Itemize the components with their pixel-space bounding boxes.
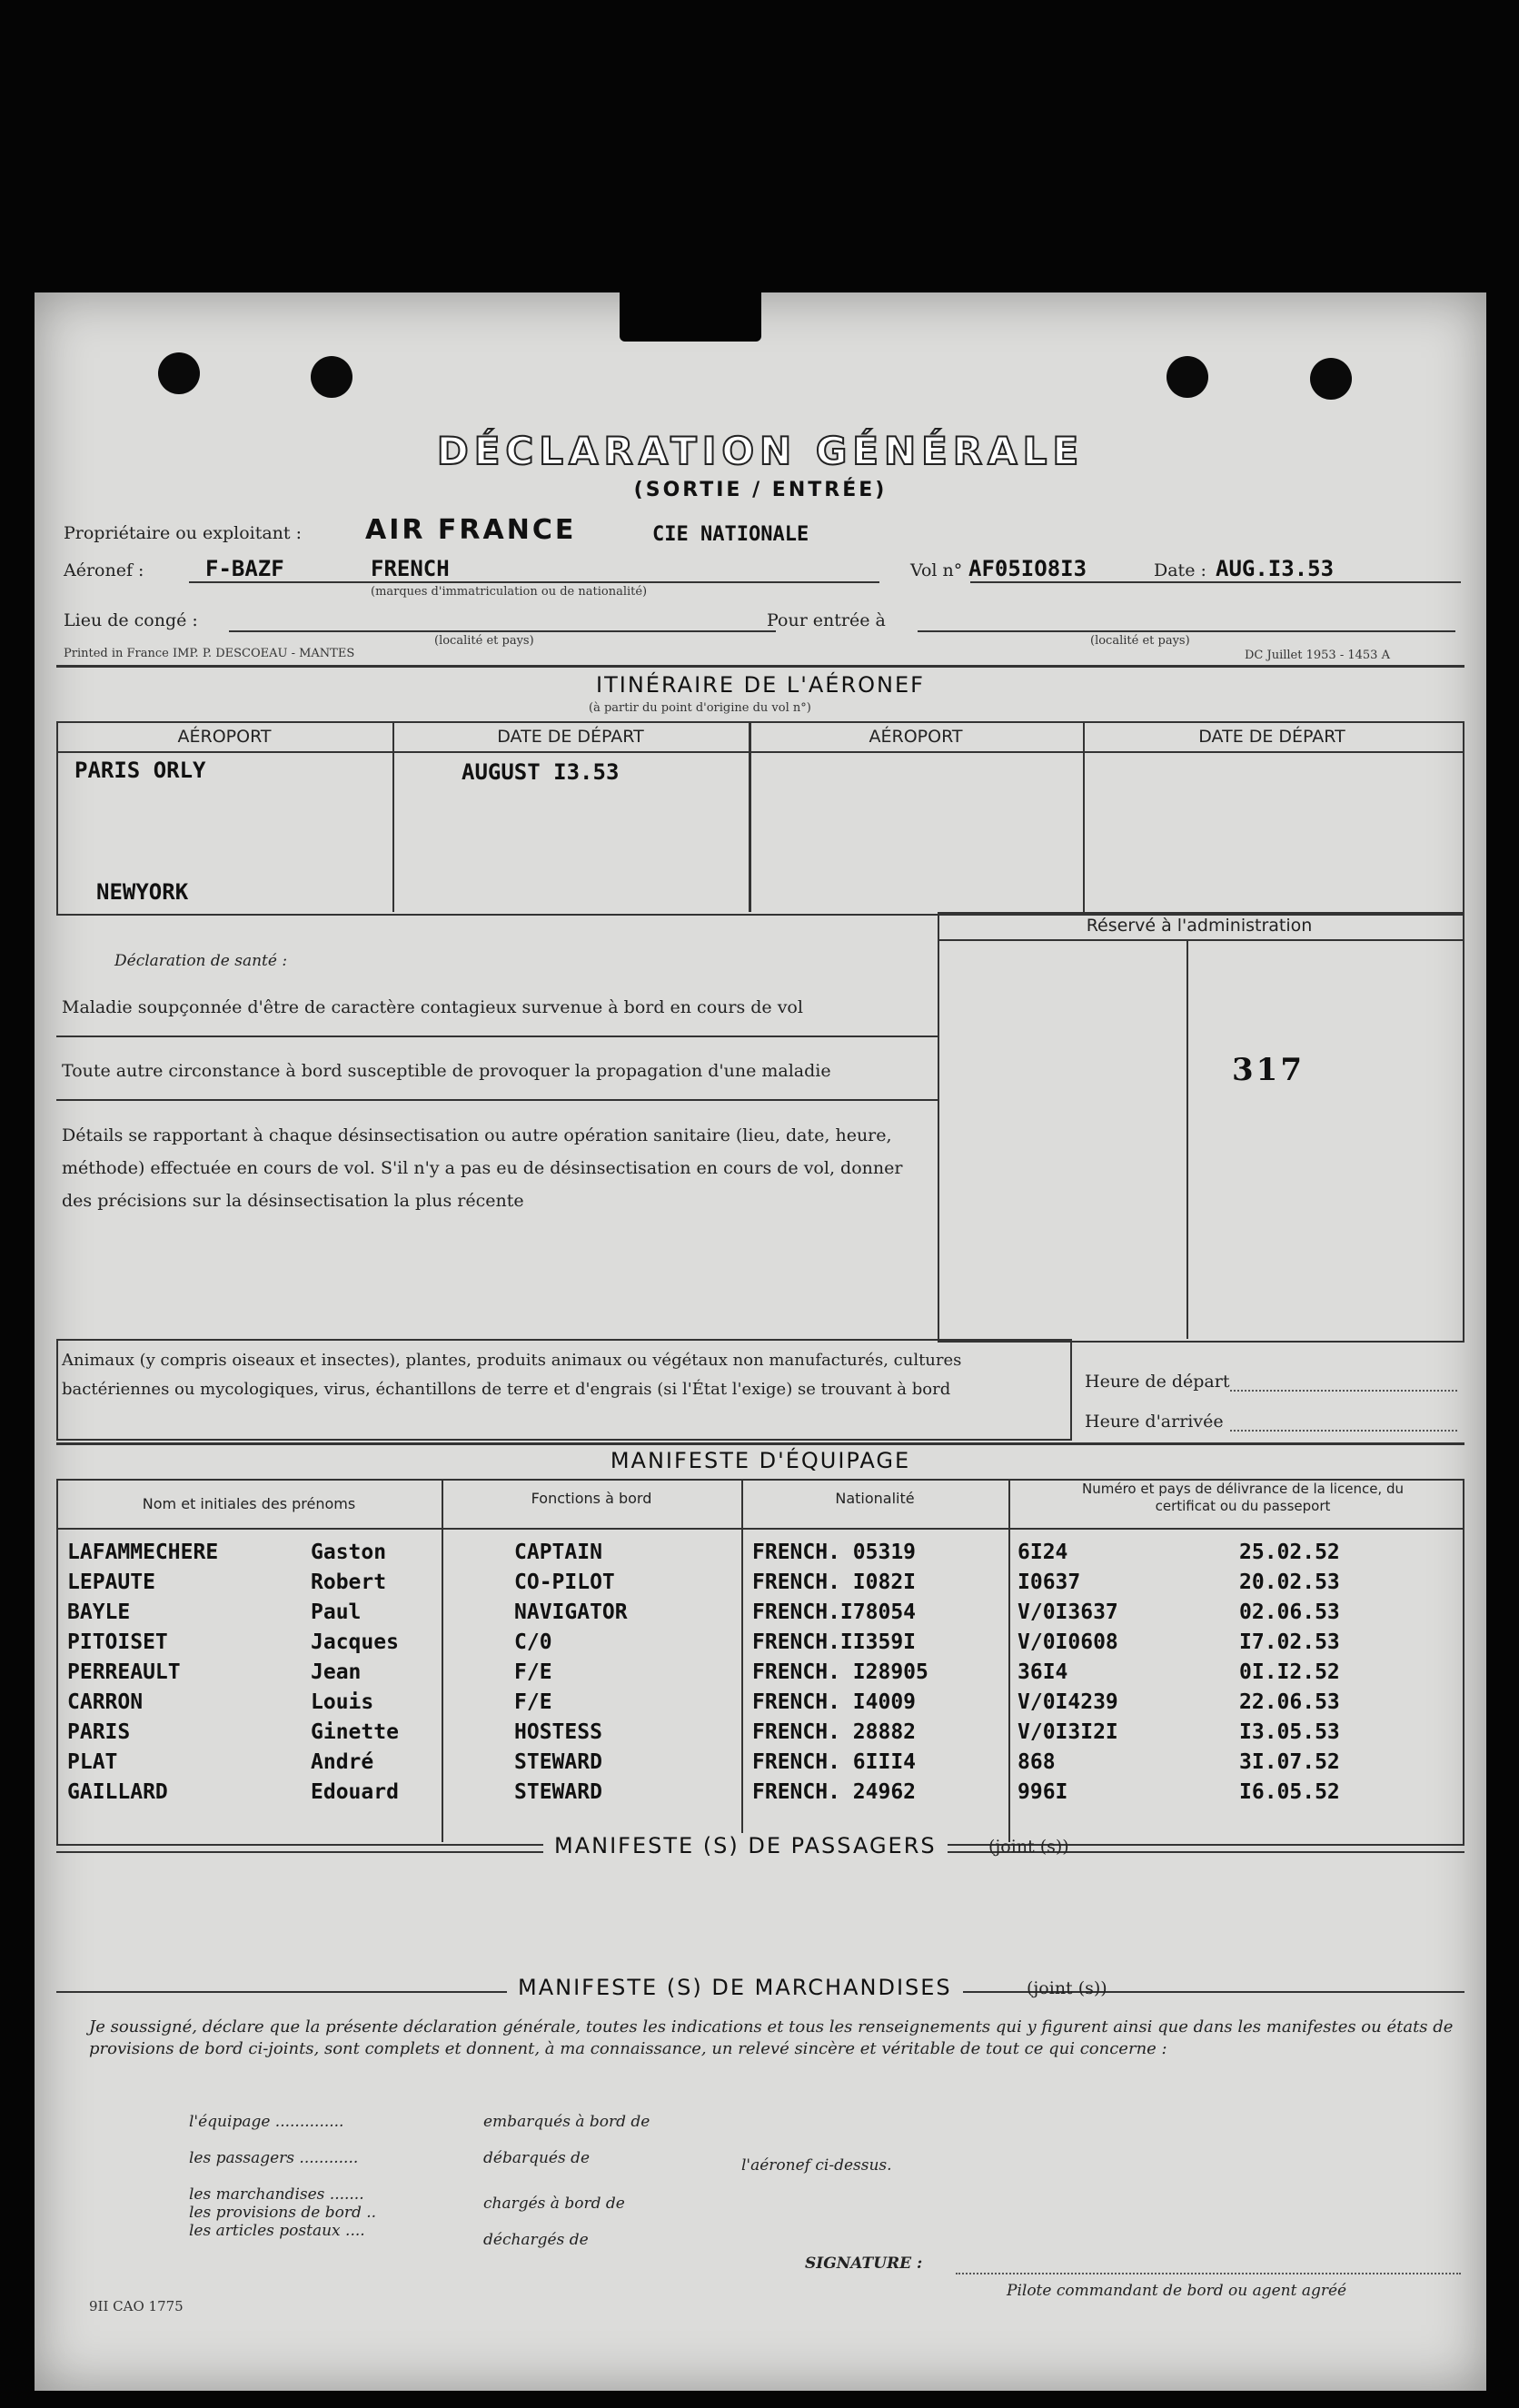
itinerary-col-date-1: DATE DE DÉPART: [497, 727, 644, 747]
crew-surname: PARIS: [67, 1720, 131, 1744]
crew-nationality: FRENCH. I082I: [752, 1571, 917, 1594]
crew-license-date: 02.06.53: [1239, 1600, 1340, 1624]
declaration-verb-unload: déchargés de: [483, 2231, 589, 2249]
form-sheet: [35, 292, 1486, 2391]
itinerary-divider: [392, 721, 394, 912]
crew-license: 6I24: [1018, 1541, 1068, 1564]
itinerary-divider: [1083, 721, 1085, 912]
crew-license-date: I6.05.52: [1239, 1780, 1340, 1804]
crew-function: CAPTAIN: [514, 1541, 602, 1564]
crew-col-name: Nom et initiales des prénoms: [142, 1495, 356, 1512]
date-label: Date :: [1154, 560, 1206, 580]
owner-extra: CIE NATIONALE: [652, 523, 809, 546]
declaration-verb-embark: embarqués à bord de: [483, 2113, 650, 2131]
crew-first-name: Jean: [311, 1660, 362, 1684]
declaration-item-crew: l'équipage ..............: [189, 2113, 344, 2131]
health-line-2: Toute autre circonstance à bord susceptible de provoquer la propagation d'une maladie: [62, 1061, 831, 1081]
itinerary-col-airport-2: AÉROPORT: [869, 727, 963, 747]
crew-license-date: 3I.07.52: [1239, 1750, 1340, 1774]
crew-first-name: Robert: [311, 1571, 387, 1594]
passengers-title: MANIFESTE (S) DE PASSAGERS: [543, 1833, 948, 1858]
crew-col-license: Numéro et pays de délivrance de la licence, du certificat ou du passeport: [1082, 1481, 1404, 1514]
crew-col-function: Fonctions à bord: [531, 1490, 652, 1507]
crew-license: I0637: [1018, 1571, 1081, 1594]
crew-nationality: FRENCH.I78054: [752, 1600, 917, 1624]
departure-place-label: Lieu de congé :: [64, 610, 198, 630]
declaration-item-mail: les articles postaux ....: [189, 2222, 365, 2240]
crew-top-rule: [56, 1442, 1464, 1445]
flight-value: AF05IO8I3: [968, 556, 1087, 581]
crew-nationality: FRENCH. 6III4: [752, 1750, 917, 1774]
crew-function: C/0: [514, 1630, 552, 1654]
printer-note: Printed in France IMP. P. DESCOEAU - MANTES: [64, 647, 355, 660]
crew-function: NAVIGATOR: [514, 1600, 628, 1624]
crew-surname: LAFAMMECHERE: [67, 1541, 219, 1564]
owner-label: Propriétaire ou exploitant :: [64, 523, 302, 543]
crew-license-date: 20.02.53: [1239, 1571, 1340, 1594]
crew-license-date: 25.02.52: [1239, 1541, 1340, 1564]
cargo-joint: (joint (s)): [1027, 1978, 1107, 1998]
header-rule: [56, 665, 1464, 668]
crew-function: STEWARD: [514, 1750, 602, 1774]
admin-title: Réservé à l'administration: [1086, 916, 1313, 936]
crew-license: V/0I4239: [1018, 1690, 1118, 1714]
crew-surname: PLAT: [67, 1750, 118, 1774]
aircraft-value: F-BAZF: [205, 556, 284, 581]
health-line-3: Détails se rapportant à chaque désinsectisation ou autre opération sanitaire (lieu, date, heure, méthode) effectuée en cours de vol. S'il n'y a pas eu de désinsectisation en cours de vol, donner des précisions sur la désinsectisation la plus récente: [62, 1125, 903, 1211]
locality-note-2: (localité et pays): [1090, 634, 1190, 648]
itinerary-col-date-2: DATE DE DÉPART: [1198, 727, 1345, 747]
itinerary-row1-airport: PARIS ORLY: [74, 758, 206, 783]
declaration-aircraft-above: l'aéronef ci-dessus.: [741, 2156, 892, 2175]
crew-nationality: FRENCH. 28882: [752, 1720, 917, 1744]
crew-divider: [442, 1479, 443, 1842]
crew-function: F/E: [514, 1690, 552, 1714]
crew-license: 868: [1018, 1750, 1056, 1774]
punch-hole: [311, 356, 352, 398]
admin-divider: [1186, 939, 1188, 1339]
declaration-verb-disembark: débarqués de: [483, 2149, 591, 2167]
date-line: [970, 581, 1461, 583]
itinerary-row1-date: AUGUST I3.53: [462, 759, 620, 785]
date-value: AUG.I3.53: [1216, 556, 1335, 581]
health-line-1: Maladie soupçonnée d'être de caractère contagieux survenue à bord en cours de vol: [62, 997, 803, 1017]
page-title: DÉCLARATION GÉNÉRALE: [436, 429, 1085, 473]
crew-function: HOSTESS: [514, 1720, 602, 1744]
passengers-joint: (joint (s)): [988, 1837, 1069, 1857]
itinerary-header-rule: [56, 751, 1463, 753]
departure-time-field[interactable]: [1230, 1390, 1457, 1392]
crew-first-name: André: [311, 1750, 374, 1774]
crew-first-name: Gaston: [311, 1541, 387, 1564]
crew-surname: PERREAULT: [67, 1660, 181, 1684]
declaration-item-passengers: les passagers ............: [189, 2149, 359, 2167]
signature-field[interactable]: [956, 2273, 1461, 2274]
crew-surname: PITOISET: [67, 1630, 168, 1654]
crew-surname: BAYLE: [67, 1600, 131, 1624]
crew-function: STEWARD: [514, 1780, 602, 1804]
crew-divider: [1008, 1479, 1010, 1842]
crew-nationality: FRENCH. 24962: [752, 1780, 917, 1804]
crew-license: V/0I3I2I: [1018, 1720, 1118, 1744]
arrival-time-label: Heure d'arrivée: [1085, 1412, 1224, 1432]
form-reference: DC Juillet 1953 - 1453 A: [1245, 649, 1390, 662]
locality-note: (localité et pays): [434, 634, 534, 648]
itinerary-title: ITINÉRAIRE DE L'AÉRONEF: [596, 672, 925, 698]
declaration-text: Je soussigné, déclare que la présente déclaration générale, toutes les indications et tous les renseignements qui y figurent ainsi que dans les manifestes ou états de provisions de bord ci-joints, sont complets et donnent, à ma connaissance, un relevé sincère et véritable de tout ce qui concerne :: [89, 2017, 1454, 2058]
admin-reserved-box: [938, 912, 1464, 1343]
entry-line: [918, 630, 1455, 632]
punch-hole: [1310, 358, 1352, 400]
itinerary-divider: [749, 721, 751, 912]
health-rule: [56, 1099, 938, 1101]
arrival-time-field[interactable]: [1230, 1430, 1457, 1432]
crew-col-nationality: Nationalité: [835, 1490, 915, 1507]
departure-place-line: [229, 630, 776, 632]
itinerary-col-airport-1: AÉROPORT: [177, 727, 272, 747]
form-code: 9II CAO 1775: [89, 2298, 184, 2314]
signature-label: SIGNATURE :: [805, 2254, 923, 2273]
punch-hole: [158, 352, 200, 394]
cargo-title: MANIFESTE (S) DE MARCHANDISES: [507, 1975, 963, 2000]
crew-divider: [741, 1479, 743, 1842]
crew-license: V/0I3637: [1018, 1600, 1118, 1624]
itinerary-subtitle: (à partir du point d'origine du vol n°): [589, 701, 811, 715]
animals-text: Animaux (y compris oiseaux et insectes), plantes, produits animaux ou végétaux non manufacturés, cultures bactériennes ou mycologiques, virus, échantillons de terre et d'engrais (si l'État l'exige) se trouvant à bord: [62, 1351, 962, 1399]
crew-first-name: Ginette: [311, 1720, 399, 1744]
crew-nationality: FRENCH.II359I: [752, 1630, 917, 1654]
crew-license: 36I4: [1018, 1660, 1068, 1684]
health-rule: [56, 1036, 938, 1037]
punch-hole: [1167, 356, 1208, 398]
aircraft-nationality: FRENCH: [371, 556, 450, 581]
health-title: Déclaration de santé :: [114, 952, 288, 970]
crew-surname: GAILLARD: [67, 1780, 168, 1804]
signature-role: Pilote commandant de bord ou agent agréé: [1007, 2282, 1347, 2300]
crew-license: V/0I0608: [1018, 1630, 1118, 1654]
crew-first-name: Jacques: [311, 1630, 399, 1654]
itinerary-row2-airport: NEWYORK: [96, 879, 189, 905]
owner-value: AIR FRANCE: [365, 514, 577, 546]
declaration-item-provisions: les provisions de bord ..: [189, 2204, 377, 2222]
crew-license-date: 0I.I2.52: [1239, 1660, 1340, 1684]
crew-license-date: 22.06.53: [1239, 1690, 1340, 1714]
declaration-verb-load: chargés à bord de: [483, 2195, 625, 2213]
crew-license-date: I3.05.53: [1239, 1720, 1340, 1744]
crew-first-name: Edouard: [311, 1780, 399, 1804]
aircraft-note: (marques d'immatriculation ou de nationalité): [371, 585, 648, 599]
admin-number: 317: [1232, 1052, 1305, 1088]
crew-first-name: Paul: [311, 1600, 362, 1624]
crew-first-name: Louis: [311, 1690, 374, 1714]
crew-nationality: FRENCH. 05319: [752, 1541, 917, 1564]
crew-nationality: FRENCH. I4009: [752, 1690, 917, 1714]
crew-surname: LEPAUTE: [67, 1571, 155, 1594]
flight-label: Vol n°: [910, 560, 963, 580]
crew-function: CO-PILOT: [514, 1571, 615, 1594]
crew-surname: CARRON: [67, 1690, 144, 1714]
crew-title: MANIFESTE D'ÉQUIPAGE: [610, 1448, 911, 1473]
entry-label: Pour entrée à: [767, 610, 886, 630]
crew-function: F/E: [514, 1660, 552, 1684]
crew-license-date: I7.02.53: [1239, 1630, 1340, 1654]
page-subtitle: (SORTIE / ENTRÉE): [633, 479, 888, 501]
crew-nationality: FRENCH. I28905: [752, 1660, 928, 1684]
crew-license: 996I: [1018, 1780, 1068, 1804]
aircraft-line: [189, 581, 879, 583]
crew-header-rule: [56, 1528, 1463, 1530]
tab-notch: [620, 292, 761, 342]
admin-header-rule: [938, 939, 1463, 941]
aircraft-label: Aéronef :: [64, 560, 144, 580]
declaration-item-cargo: les marchandises .......: [189, 2185, 364, 2204]
departure-time-label: Heure de départ: [1085, 1372, 1230, 1392]
